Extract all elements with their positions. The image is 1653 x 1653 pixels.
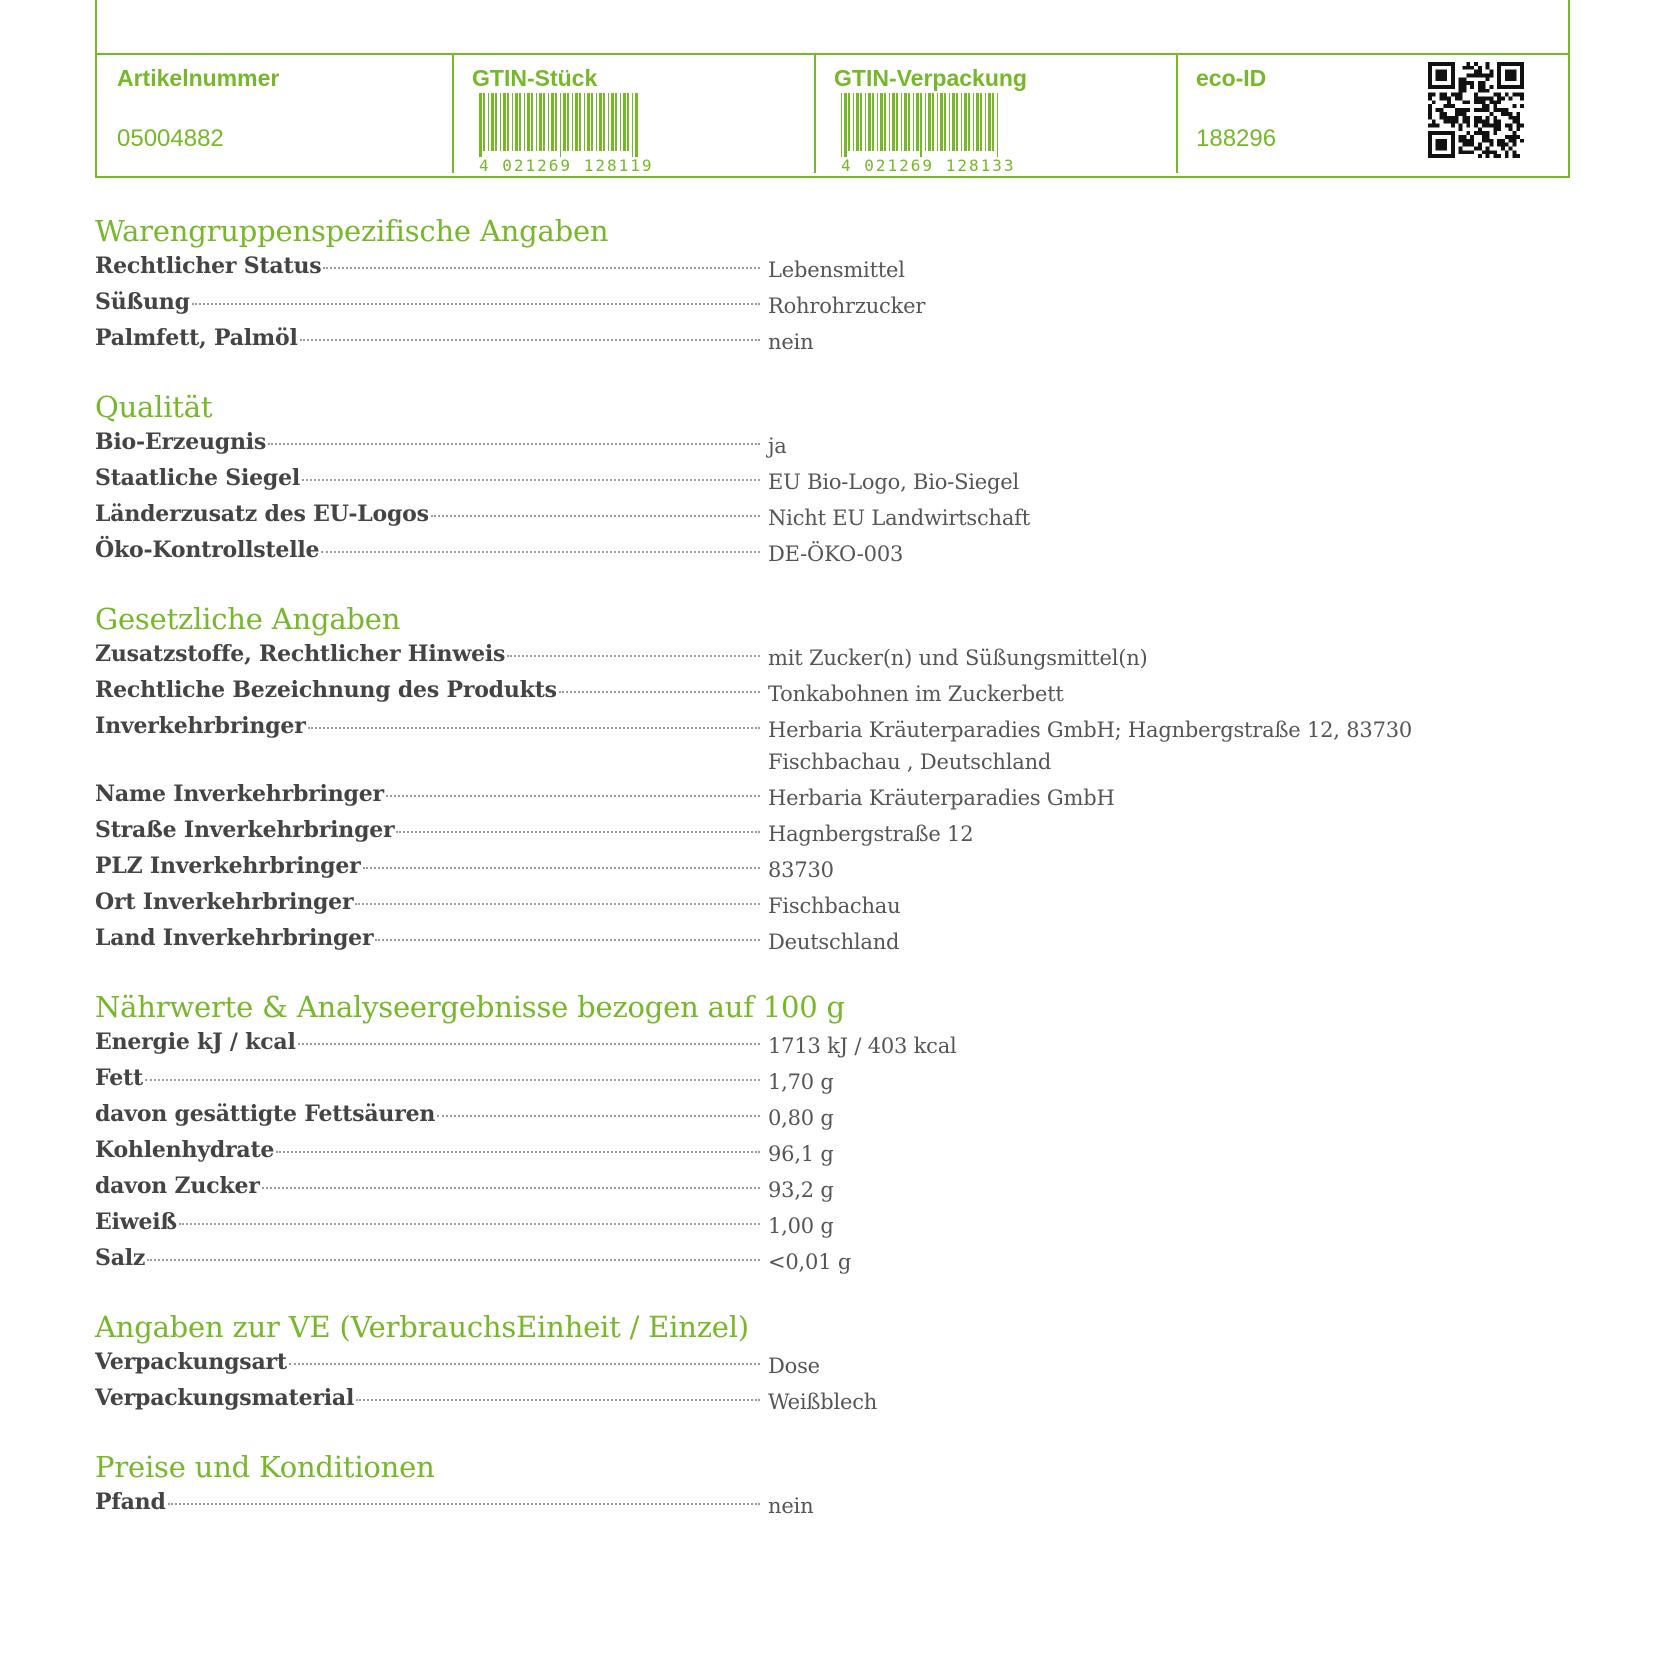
attribute-value: Fischbachau (768, 894, 901, 918)
attribute-value: DE-ÖKO-003 (768, 542, 904, 566)
attribute-value: 96,1 g (768, 1142, 834, 1166)
attribute-label-wrap (95, 922, 760, 954)
gtin-stueck-barcode (479, 93, 654, 175)
dot-leader (507, 655, 760, 657)
dot-leader (375, 939, 760, 941)
attribute-row (95, 1170, 1495, 1206)
attribute-label: Inverkehrbringer (95, 713, 306, 739)
attribute-row (95, 462, 1495, 498)
section-title: Qualität (95, 390, 213, 424)
dot-leader (298, 1043, 760, 1045)
attribute-label-wrap (95, 814, 760, 846)
attribute-row (95, 1026, 1495, 1062)
attribute-row (95, 1206, 1495, 1242)
section-title: Gesetzliche Angaben (95, 602, 401, 636)
attribute-row (95, 1062, 1495, 1098)
attribute-row (95, 426, 1495, 462)
barcode-icon (479, 93, 639, 157)
attribute-value: Lebensmittel (768, 258, 905, 282)
attribute-value: Nicht EU Landwirtschaft (768, 506, 1030, 530)
attribute-row (95, 1242, 1495, 1278)
dot-leader (363, 867, 760, 869)
dot-leader (431, 515, 760, 517)
attribute-label-wrap (95, 850, 760, 882)
dot-leader (147, 1259, 760, 1261)
attribute-label-wrap (95, 1486, 760, 1518)
attribute-label: Energie kJ / kcal (95, 1029, 296, 1055)
attribute-label-wrap (95, 1382, 760, 1414)
attribute-label: Verpackungsmaterial (95, 1385, 355, 1411)
attribute-row (95, 1134, 1495, 1170)
attribute-label: Bio-Erzeugnis (95, 429, 267, 455)
attribute-value: Hagnbergstraße 12 (768, 822, 974, 846)
gtin-verpackung-label: GTIN-Verpackung (834, 65, 1027, 91)
attribute-label-wrap (95, 1170, 760, 1202)
attribute-label: Länderzusatz des EU-Logos (95, 501, 429, 527)
attribute-label-wrap (95, 638, 760, 670)
attribute-row (95, 710, 1495, 778)
attribute-label-wrap (95, 250, 760, 282)
attribute-label: Süßung (95, 289, 190, 315)
attribute-label-wrap (95, 462, 760, 494)
artikelnummer-value: 05004882 (117, 125, 224, 152)
attribute-label: davon gesättigte Fettsäuren (95, 1101, 436, 1127)
attribute-label-wrap (95, 1134, 760, 1166)
dot-leader (559, 691, 760, 693)
gtin-stueck-cell (452, 55, 814, 180)
attribute-value: 83730 (768, 858, 834, 882)
attribute-label-wrap (95, 1026, 760, 1058)
attribute-row (95, 286, 1495, 322)
attribute-label-wrap (95, 1062, 760, 1094)
attribute-row (95, 778, 1495, 814)
attribute-label: Verpackungsart (95, 1349, 287, 1375)
attribute-row (95, 886, 1495, 922)
section (95, 1308, 1495, 1418)
attribute-label: Salz (95, 1245, 146, 1271)
attribute-row (95, 498, 1495, 534)
attribute-value: Herbaria Kräuterparadies GmbH (768, 786, 1115, 810)
attribute-row (95, 1346, 1495, 1382)
dot-leader (437, 1115, 760, 1117)
attribute-row (95, 534, 1495, 570)
attribute-value: nein (768, 330, 814, 354)
attribute-row (95, 674, 1495, 710)
attribute-label-wrap (95, 710, 760, 742)
attribute-value: 93,2 g (768, 1178, 834, 1202)
attribute-label-wrap (95, 534, 760, 566)
section (95, 988, 1495, 1278)
dot-leader (145, 1079, 760, 1081)
attribute-label: Rechtliche Bezeichnung des Produkts (95, 677, 557, 703)
qr-code-icon (1428, 62, 1524, 162)
section (95, 212, 1495, 358)
attribute-label: Palmfett, Palmöl (95, 325, 298, 351)
gtin-verpackung-cell (814, 55, 1176, 180)
attribute-row (95, 1382, 1495, 1418)
attribute-value: <0,01 g (768, 1250, 852, 1274)
attribute-value: nein (768, 1494, 814, 1518)
attribute-label-wrap (95, 426, 760, 458)
attribute-label-wrap (95, 498, 760, 530)
artikelnummer-cell (97, 55, 452, 180)
attribute-row (95, 322, 1495, 358)
product-id-row (97, 53, 1568, 180)
dot-leader (179, 1223, 760, 1225)
attribute-value: Deutschland (768, 930, 900, 954)
attribute-label: Straße Inverkehrbringer (95, 817, 395, 843)
attribute-row (95, 1486, 1495, 1522)
attribute-value: ja (768, 434, 787, 458)
attribute-label: davon Zucker (95, 1173, 260, 1199)
dot-leader (168, 1503, 760, 1505)
attribute-label: Eiweiß (95, 1209, 177, 1235)
attribute-row (95, 922, 1495, 958)
attribute-label: Name Inverkehrbringer (95, 781, 384, 807)
attribute-label: Pfand (95, 1489, 166, 1515)
attribute-label-wrap (95, 886, 760, 918)
attribute-value: EU Bio-Logo, Bio-Siegel (768, 470, 1020, 494)
attribute-label-wrap (95, 778, 760, 810)
dot-leader (386, 795, 760, 797)
attribute-row (95, 638, 1495, 674)
dot-leader (300, 339, 760, 341)
section-title: Warengruppenspezifische Angaben (95, 214, 609, 248)
dot-leader (355, 903, 760, 905)
dot-leader (308, 727, 760, 729)
dot-leader (302, 479, 760, 481)
attribute-row (95, 814, 1495, 850)
attribute-label: Kohlenhydrate (95, 1137, 275, 1163)
attribute-row (95, 850, 1495, 886)
attribute-label: PLZ Inverkehrbringer (95, 853, 361, 879)
eco-id-label: eco-ID (1196, 65, 1267, 91)
section (95, 600, 1495, 958)
attribute-label: Rechtlicher Status (95, 253, 322, 279)
attribute-row (95, 250, 1495, 286)
attribute-label-wrap (95, 674, 760, 706)
attribute-label: Zusatzstoffe, Rechtlicher Hinweis (95, 641, 506, 667)
attribute-label-wrap (95, 1346, 760, 1378)
attribute-label: Staatliche Siegel (95, 465, 301, 491)
attribute-value: Herbaria Kräuterparadies GmbH; Hagnbergstraße 12, 83730 Fischbachau , Deutschland (768, 718, 1413, 774)
dot-leader (276, 1151, 760, 1153)
section-title: Nährwerte & Analyseergebnisse bezogen auf 100 g (95, 990, 845, 1024)
dot-leader (192, 303, 760, 305)
dot-leader (396, 831, 760, 833)
dot-leader (268, 443, 760, 445)
eco-id-value: 188296 (1196, 125, 1277, 152)
artikelnummer-label: Artikelnummer (117, 65, 280, 91)
gtin-stueck-label: GTIN-Stück (472, 65, 598, 91)
dot-leader (321, 551, 760, 553)
attribute-label: Öko-Kontrollstelle (95, 537, 320, 563)
attribute-row (95, 1098, 1495, 1134)
gtin-stueck-digits: 4 021269 128119 (479, 156, 654, 175)
attribute-label-wrap (95, 1206, 760, 1238)
attribute-label-wrap (95, 1242, 760, 1274)
attribute-value: 0,80 g (768, 1106, 834, 1130)
attribute-value: 1713 kJ / 403 kcal (768, 1034, 957, 1058)
attribute-value: Weißblech (768, 1390, 878, 1414)
attribute-value: Tonkabohnen im Zuckerbett (768, 682, 1064, 706)
section-title: Preise und Konditionen (95, 1450, 435, 1484)
section (95, 388, 1495, 570)
dot-leader (323, 267, 760, 269)
dot-leader (262, 1187, 760, 1189)
attribute-label-wrap (95, 1098, 760, 1130)
product-id-box (95, 0, 1570, 178)
attribute-label: Fett (95, 1065, 143, 1091)
attribute-label: Land Inverkehrbringer (95, 925, 374, 951)
attribute-label-wrap (95, 286, 760, 318)
section-title: Angaben zur VE (VerbrauchsEinheit / Einzel) (95, 1310, 749, 1344)
section (95, 1448, 1495, 1522)
product-details (95, 212, 1495, 1552)
attribute-value: 1,70 g (768, 1070, 834, 1094)
dot-leader (356, 1399, 760, 1401)
gtin-verpackung-barcode (841, 93, 1016, 175)
barcode-icon (841, 93, 1001, 157)
attribute-value: Rohrohrzucker (768, 294, 926, 318)
attribute-value: 1,00 g (768, 1214, 834, 1238)
attribute-value: mit Zucker(n) und Süßungsmittel(n) (768, 646, 1148, 670)
gtin-verpackung-digits: 4 021269 128133 (841, 156, 1016, 175)
attribute-label-wrap (95, 322, 760, 354)
dot-leader (289, 1363, 760, 1365)
attribute-label: Ort Inverkehrbringer (95, 889, 354, 915)
attribute-value: Dose (768, 1354, 820, 1378)
